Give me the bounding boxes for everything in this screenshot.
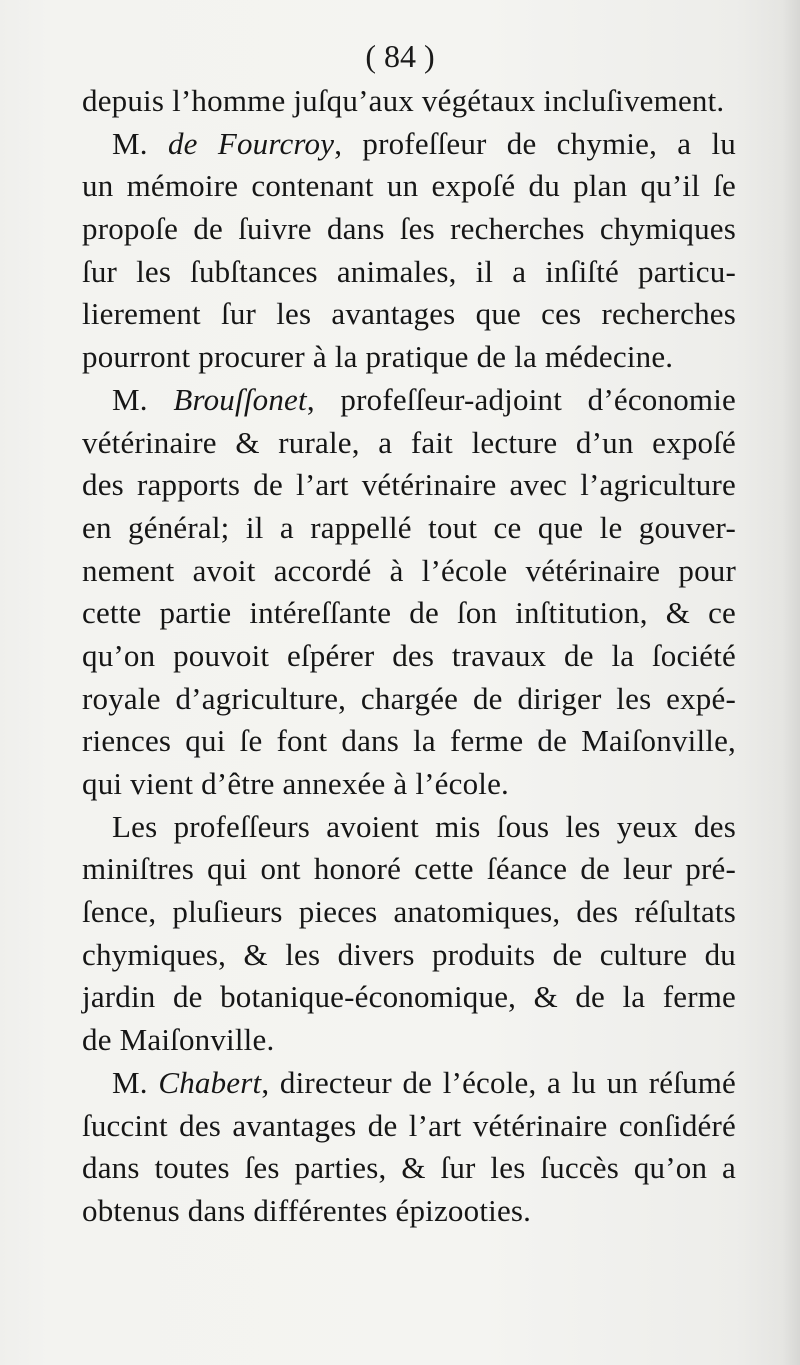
text-line	[82, 592, 736, 635]
text-segment: , profeſſeur-adjoint d’économie	[306, 381, 736, 417]
text-segment: ſur les ſubſtances animales, il a inſiſté particu-	[82, 253, 736, 289]
text-line	[82, 1105, 736, 1148]
text-segment: un mémoire contenant un expoſé du plan qu’il ſe	[82, 168, 736, 204]
text-segment: ſence, pluſieurs pieces anatomiques, des réſultats	[82, 894, 736, 930]
page-edge-shadow	[782, 0, 800, 1365]
text-line	[82, 464, 736, 507]
text-line	[82, 763, 736, 806]
text-line	[82, 678, 736, 721]
text-segment: obtenus dans différentes épizooties.	[82, 1192, 532, 1228]
italic-name: Chabert	[158, 1064, 262, 1100]
text-line	[82, 1062, 736, 1105]
text-line	[82, 1147, 736, 1190]
text-line	[82, 422, 736, 465]
text-line	[82, 550, 736, 593]
text-segment: M.	[112, 1064, 159, 1100]
text-segment: riences qui ſe font dans la ferme de Maiſonville,	[82, 723, 736, 759]
text-segment: nement avoit accordé à l’école vétérinaire pour	[82, 552, 736, 588]
text-line	[82, 806, 736, 849]
text-line	[82, 507, 736, 550]
text-line	[82, 379, 736, 422]
text-line	[82, 1190, 736, 1233]
text-segment: , directeur de l’école, a lu un réſumé	[261, 1064, 736, 1100]
text-line	[82, 208, 736, 251]
text-line	[82, 1019, 736, 1062]
text-segment: pourront procurer à la pratique de la médecine.	[82, 339, 674, 375]
text-segment: des rapports de l’art vétérinaire avec l’agriculture	[82, 467, 736, 503]
text-line	[82, 293, 736, 336]
italic-name: de Fourcroy	[167, 125, 335, 161]
text-line	[82, 336, 736, 379]
text-segment: M.	[112, 381, 174, 417]
text-line	[82, 635, 736, 678]
text-segment: qui vient d’être annexée à l’école.	[82, 766, 509, 801]
text-segment: propoſe de ſuivre dans ſes recherches chymiques	[82, 211, 736, 247]
text-segment: miniſtres qui ont honoré cette ſéance de leur pré-	[82, 851, 736, 887]
text-line	[82, 934, 736, 977]
text-segment: qu’on pouvoit eſpérer des travaux de la ſociété	[82, 637, 736, 673]
text-segment: lierement ſur les avantages que ces recherches	[82, 296, 736, 332]
text-segment: vétérinaire & rurale, a fait lecture d’un expoſé	[82, 424, 736, 460]
text-segment: royale d’agriculture, chargée de diriger les expé-	[82, 680, 736, 716]
text-segment: dans toutes ſes parties, & ſur les ſuccès qu’on a	[82, 1150, 736, 1186]
text-line	[82, 123, 736, 166]
italic-name: Brouſſonet	[173, 381, 307, 417]
text-segment: cette partie intéreſſante de ſon inſtitution, & ce	[82, 595, 736, 631]
text-line	[82, 251, 736, 294]
text-segment: de Maiſonville.	[82, 1022, 275, 1058]
text-line	[82, 720, 736, 763]
page-number: ( 84 )	[365, 38, 435, 74]
text-segment: M.	[112, 125, 168, 161]
text-line	[82, 165, 736, 208]
text-segment: chymiques, & les divers produits de culture du	[82, 936, 736, 972]
text-segment: Les profeſſeurs avoient mis ſous les yeux des	[112, 808, 736, 844]
text-segment: , profeſſeur de chymie, a lu	[334, 125, 736, 161]
text-line	[82, 891, 736, 934]
text-line	[82, 976, 736, 1019]
text-line	[82, 848, 736, 891]
text-segment: ſuccint des avantages de l’art vétérinaire conſidéré	[82, 1107, 736, 1143]
body-text	[82, 80, 736, 1233]
text-segment: jardin de botanique-économique, & de la ferme	[82, 979, 736, 1015]
text-segment: depuis l’homme juſqu’aux végétaux incluſivement.	[82, 83, 725, 118]
text-line	[82, 80, 736, 123]
text-segment: en général; il a rappellé tout ce que le gouver-	[82, 509, 736, 545]
